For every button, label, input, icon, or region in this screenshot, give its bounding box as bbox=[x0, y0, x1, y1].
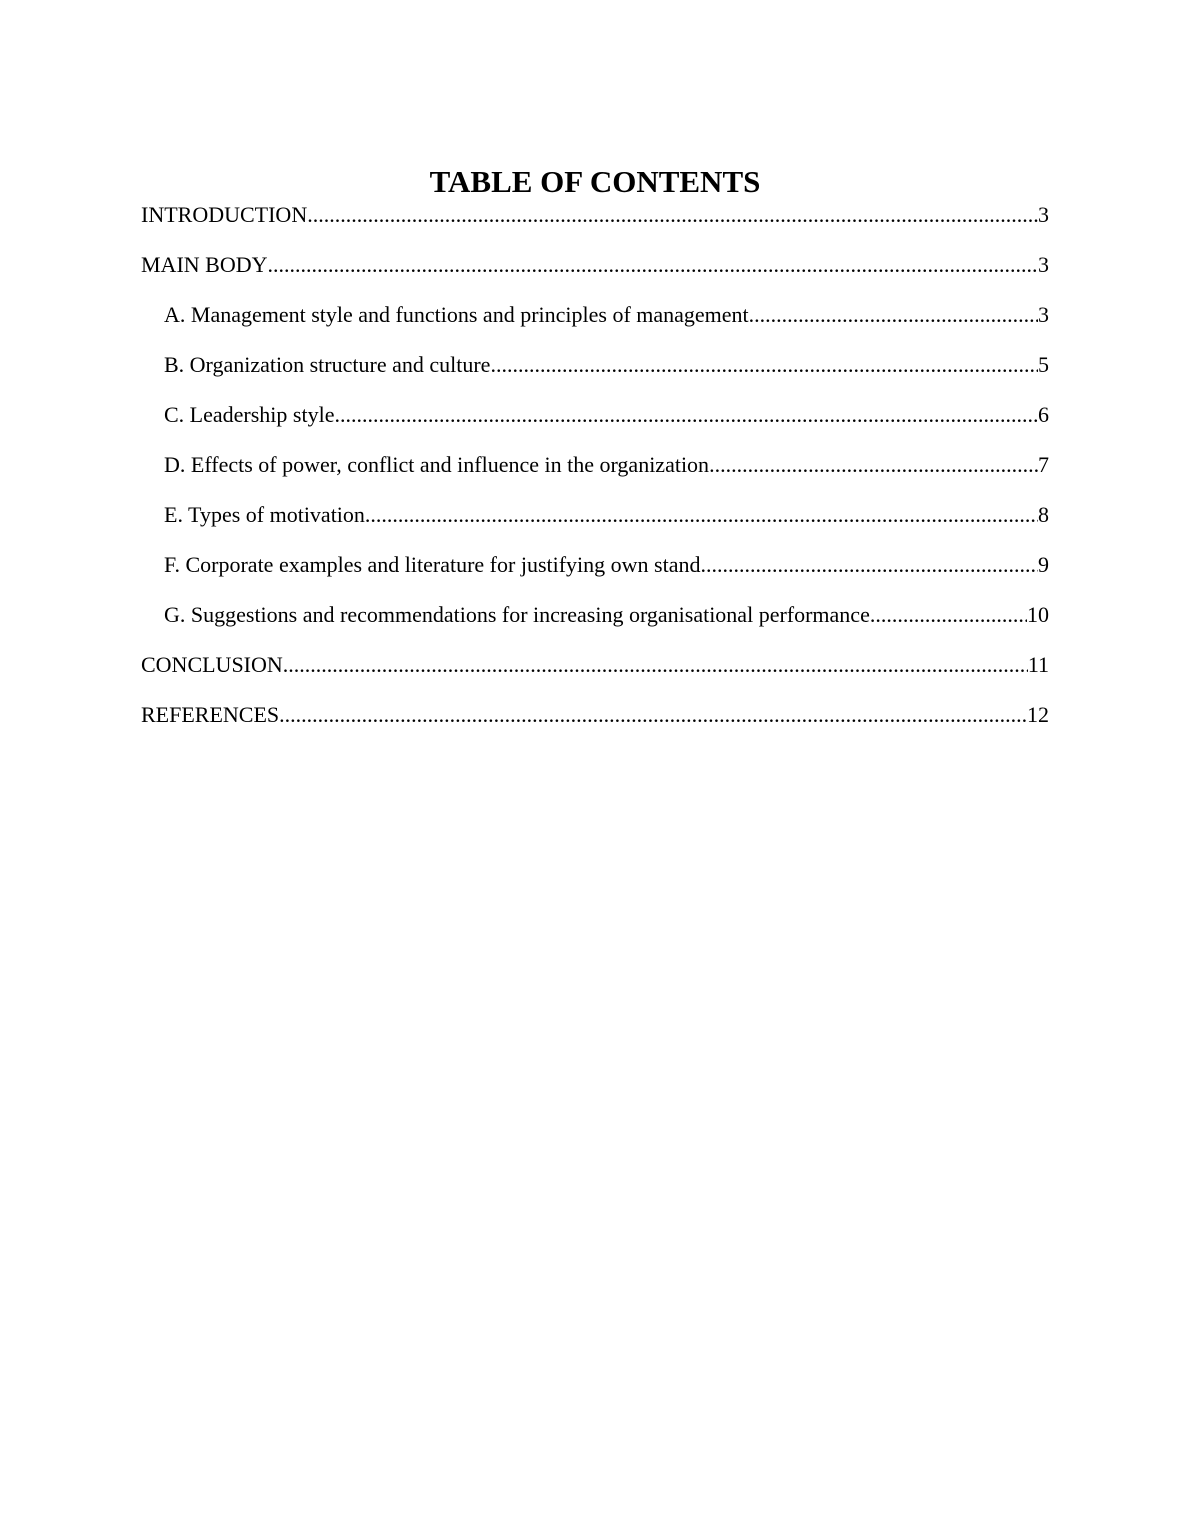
toc-entry-text: CONCLUSION bbox=[141, 652, 283, 677]
toc-page-number: 3 bbox=[1038, 252, 1049, 277]
toc-dot-leader bbox=[307, 200, 1038, 230]
toc-entry-text: MAIN BODY bbox=[141, 252, 268, 277]
toc-entry-management-style[interactable] bbox=[141, 300, 1049, 350]
toc-dot-leader bbox=[701, 550, 1039, 580]
toc-entry-text: B. Organization structure and culture bbox=[164, 352, 491, 377]
toc-page-number: 7 bbox=[1038, 452, 1049, 477]
toc-entry-effects-of-power[interactable] bbox=[141, 450, 1049, 500]
toc-page-number: 3 bbox=[1038, 202, 1049, 227]
toc-dot-leader bbox=[283, 650, 1028, 680]
toc-entry-text: E. Types of motivation bbox=[164, 502, 365, 527]
toc-list bbox=[141, 200, 1049, 750]
toc-entry-main-body[interactable] bbox=[141, 250, 1049, 300]
toc-entry-corporate-examples[interactable] bbox=[141, 550, 1049, 600]
toc-page-number: 10 bbox=[1027, 602, 1049, 627]
toc-page-number: 12 bbox=[1027, 702, 1049, 727]
toc-dot-leader bbox=[268, 250, 1039, 280]
toc-page-number: 5 bbox=[1038, 352, 1049, 377]
toc-dot-leader bbox=[490, 350, 1038, 380]
toc-dot-leader bbox=[870, 600, 1027, 630]
toc-dot-leader bbox=[334, 400, 1038, 430]
toc-entry-suggestions[interactable] bbox=[141, 600, 1049, 650]
toc-page-number: 3 bbox=[1038, 302, 1049, 327]
toc-page-number: 6 bbox=[1038, 402, 1049, 427]
toc-dot-leader bbox=[709, 450, 1038, 480]
toc-entry-references[interactable] bbox=[141, 700, 1049, 750]
toc-dot-leader bbox=[749, 300, 1038, 330]
toc-entry-introduction[interactable] bbox=[141, 200, 1049, 250]
toc-entry-types-of-motivation[interactable] bbox=[141, 500, 1049, 550]
toc-entry-conclusion[interactable] bbox=[141, 650, 1049, 700]
toc-entry-text: G. Suggestions and recommendations for increasing organisational performance bbox=[164, 602, 870, 627]
toc-title: TABLE OF CONTENTS bbox=[429, 164, 761, 199]
toc-dot-leader bbox=[279, 700, 1027, 730]
toc-entry-text: F. Corporate examples and literature for justifying own stand bbox=[164, 552, 701, 577]
toc-entry-text: REFERENCES bbox=[141, 702, 280, 727]
toc-entry-text: D. Effects of power, conflict and influence in the organization bbox=[164, 452, 710, 477]
toc-page-number: 8 bbox=[1038, 502, 1049, 527]
toc-entry-text: C. Leadership style bbox=[164, 402, 335, 427]
toc-page-number: 9 bbox=[1038, 552, 1049, 577]
toc-entry-text: INTRODUCTION bbox=[141, 202, 308, 227]
toc-entry-leadership-style[interactable] bbox=[141, 400, 1049, 450]
toc-entry-organization-structure[interactable] bbox=[141, 350, 1049, 400]
toc-entry-text: A. Management style and functions and principles of management bbox=[164, 302, 749, 327]
toc-page-number: 11 bbox=[1027, 652, 1049, 677]
toc-dot-leader bbox=[365, 500, 1038, 530]
